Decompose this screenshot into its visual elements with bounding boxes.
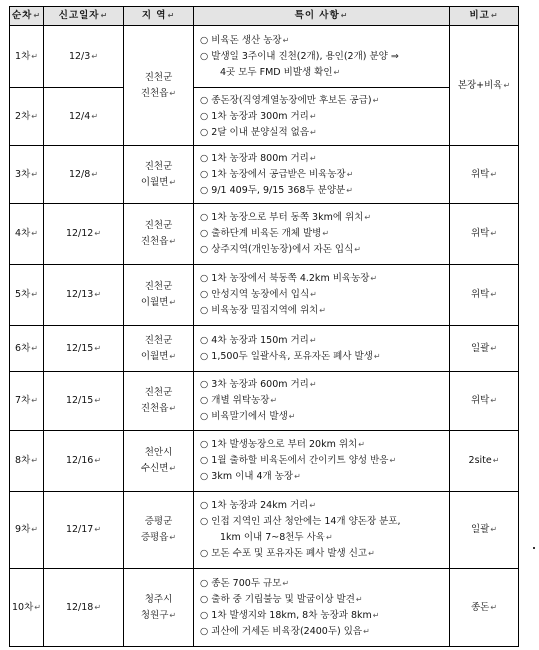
order-cell: 7차 ↵: [10, 372, 44, 431]
date-cell: 12/8 ↵: [44, 146, 124, 204]
date-cell: 12/17 ↵: [44, 492, 124, 569]
note-cell: 위탁 ↵: [450, 146, 519, 204]
region-cell: 진천군 이월면 ↵: [124, 326, 194, 372]
note-cell: 위탁 ↵: [450, 265, 519, 326]
details-cell: ○ 비육돈 생산 농장 ↵ ○ 발생일 3주이내 진천(2개), 용인(2개) 분양 ⇒ 4곳 모두 FMD 비발생 확인 ↵: [194, 26, 450, 88]
details-cell: ○ 3차 농장과 600m 거리 ↵ ○ 개별 위탁농장 ↵ ○ 비육말기에서 발생 ↵: [194, 372, 450, 431]
details-cell: ○ 종돈장(직영계열농장에만 후보돈 공급) ↵ ○ 1차 농장과 300m 거리 ↵ ○ 2달 이내 분양실적 없음 ↵: [194, 88, 450, 146]
order-cell: 2차 ↵: [10, 88, 44, 146]
table-row: [10, 146, 519, 204]
details-cell: ○ 1차 농장으로 부터 동쪽 3km에 위치 ↵ ○ 출하단계 비육돈 개체 발병 ↵ ○ 상주지역(개인농장)에서 자돈 입식 ↵: [194, 204, 450, 265]
region-cell: 진천군 이월면 ↵: [124, 265, 194, 326]
details-cell: ○ 1차 발생농장으로 부터 20km 위치 ↵ ○ 1월 출하할 비육돈에서 간이키트 양성 반응 ↵ ○ 3km 이내 4개 농장 ↵: [194, 431, 450, 492]
date-cell: 12/15 ↵: [44, 372, 124, 431]
note-cell: 2site ↵: [450, 431, 519, 492]
header-note: 비고 ↵: [450, 7, 519, 26]
region-cell: 진천군 진천읍 ↵: [124, 372, 194, 431]
table-row: [10, 326, 519, 372]
header-date: 신고일자 ↵: [44, 7, 124, 26]
date-cell: 12/18 ↵: [44, 569, 124, 647]
stray-dot: [533, 547, 535, 549]
order-cell: 3차 ↵: [10, 146, 44, 204]
order-cell: 1차 ↵: [10, 26, 44, 88]
details-cell: ○ 종돈 700두 규모 ↵ ○ 출하 중 기립불능 및 발굽이상 발견 ↵ ○ 1차 발생지와 18km, 8차 농장과 8km ↵ ○ 괴산에 거세돈 비육장(2400두) 있음 ↵: [194, 569, 450, 647]
region-cell: 천안시 수신면 ↵: [124, 431, 194, 492]
details-cell: ○ 4차 농장과 150m 거리 ↵ ○ 1,500두 일괄사육, 포유자돈 폐사 발생 ↵: [194, 326, 450, 372]
date-cell: 12/4 ↵: [44, 88, 124, 146]
note-cell: 종돈 ↵: [450, 569, 519, 647]
table-row: [10, 431, 519, 492]
date-cell: 12/13 ↵: [44, 265, 124, 326]
region-cell: 진천군 진천읍 ↵: [124, 26, 194, 146]
details-cell: ○ 1차 농장에서 북동쪽 4.2km 비육농장 ↵ ○ 안성지역 농장에서 입식 ↵ ○ 비육농장 밀집지역에 위치 ↵: [194, 265, 450, 326]
header-order: 순차 ↵: [10, 7, 44, 26]
note-cell: 본장+비육 ↵: [450, 26, 519, 146]
note-cell: 위탁 ↵: [450, 372, 519, 431]
order-cell: 10차 ↵: [10, 569, 44, 647]
date-cell: 12/12 ↵: [44, 204, 124, 265]
details-cell: ○ 1차 농장과 800m 거리 ↵ ○ 1차 농장에서 공급받은 비육농장 ↵ ○ 9/1 409두, 9/15 368두 분양분 ↵: [194, 146, 450, 204]
date-cell: 12/16 ↵: [44, 431, 124, 492]
note-cell: 일괄 ↵: [450, 326, 519, 372]
table-row: [10, 204, 519, 265]
region-cell: 증평군 증평읍 ↵: [124, 492, 194, 569]
table-row: [10, 372, 519, 431]
note-cell: 일괄 ↵: [450, 492, 519, 569]
order-cell: 5차 ↵: [10, 265, 44, 326]
note-cell: 위탁 ↵: [450, 204, 519, 265]
order-cell: 6차 ↵: [10, 326, 44, 372]
region-cell: 진천군 진천읍 ↵: [124, 204, 194, 265]
fmd-outbreak-table: [9, 6, 519, 647]
header-row: [10, 7, 519, 26]
order-cell: 8차 ↵: [10, 431, 44, 492]
table-row: [10, 492, 519, 569]
order-cell: 9차 ↵: [10, 492, 44, 569]
table-row: [10, 26, 519, 88]
details-cell: ○ 1차 농장과 24km 거리 ↵ ○ 인접 지역인 괴산 청안에는 14개 양돈장 분포, 1km 이내 7~8천두 사육 ↵ ○ 모돈 수포 및 포유자돈 폐사 발생 신고 ↵: [194, 492, 450, 569]
table-row: [10, 265, 519, 326]
table-row: [10, 569, 519, 647]
region-cell: 청주시 청원구 ↵: [124, 569, 194, 647]
region-cell: 진천군 이월면 ↵: [124, 146, 194, 204]
date-cell: 12/15 ↵: [44, 326, 124, 372]
table-row: [10, 88, 519, 146]
order-cell: 4차 ↵: [10, 204, 44, 265]
date-cell: 12/3 ↵: [44, 26, 124, 88]
header-region: 지 역 ↵: [124, 7, 194, 26]
header-details: 특이 사항 ↵: [194, 7, 450, 26]
